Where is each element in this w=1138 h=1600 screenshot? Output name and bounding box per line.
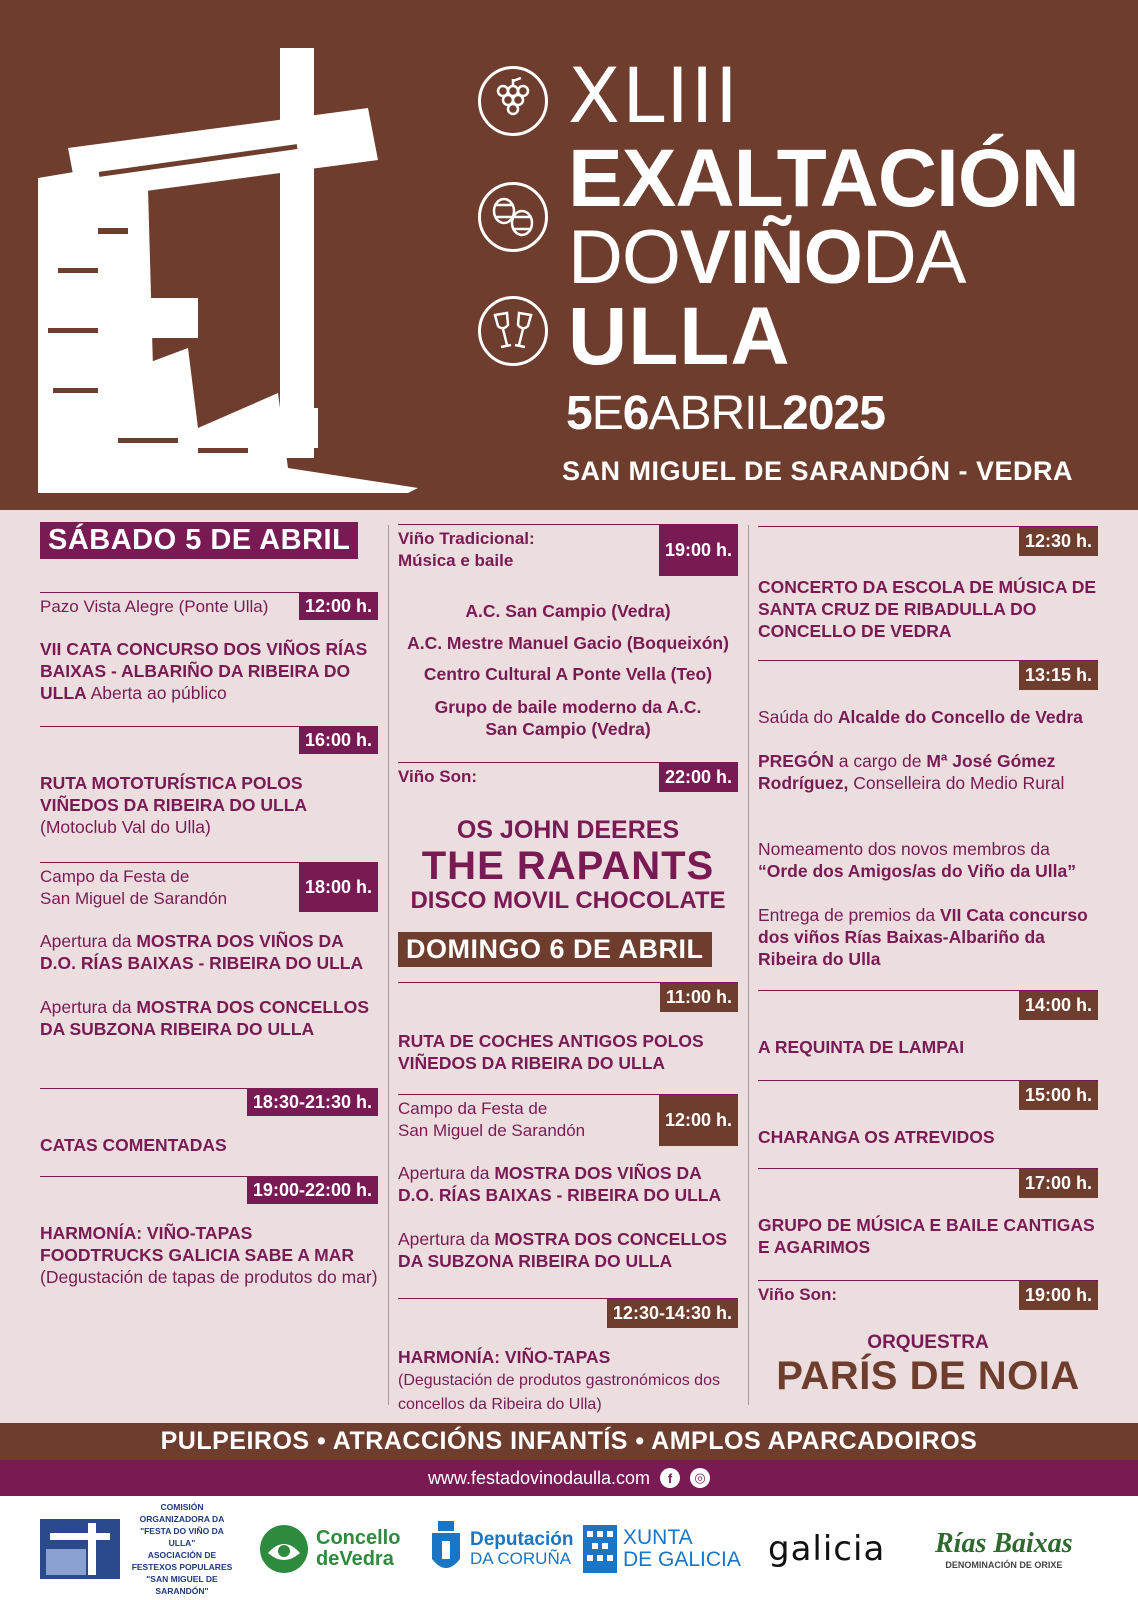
sunday-heading: DOMINGO 6 DE ABRIL xyxy=(398,932,712,967)
coruna-shield-icon xyxy=(428,1519,464,1579)
logo-galicia-brand: galicia xyxy=(768,1529,886,1569)
schedule-row: 18:30-21:30 h. xyxy=(40,1088,378,1116)
logo-comision-organizadora: COMISIÓN ORGANIZADORA DA "FESTA DO VIÑO DA ULLA" ASOCIACIÓN DE FESTEXOS POPULARES "SAN MIGUEL DE SARANDÓN" xyxy=(40,1514,238,1584)
schedule-row: 11:00 h. xyxy=(398,982,738,1012)
title-exaltacion: EXALTACIÓN xyxy=(568,133,1079,224)
facebook-icon[interactable]: f xyxy=(660,1468,680,1488)
edition-number: XLIII xyxy=(568,51,740,140)
event-description: A REQUINTA DE LAMPAI xyxy=(758,1037,965,1057)
schedule-row: 16:00 h. xyxy=(40,726,378,754)
event-description: CHARANGA OS ATREVIDOS xyxy=(758,1127,995,1147)
sponsor-logos xyxy=(0,1496,1138,1600)
schedule-row: Campo da Festa de San Miguel de Sarandón 12:00 h. xyxy=(398,1094,738,1146)
event-description: RUTA MOTOTURÍSTICA POLOS VIÑEDOS DA RIBEIRA DO ULLA (Motoclub Val do Ulla) xyxy=(40,773,308,837)
xunta-flag-icon xyxy=(583,1525,617,1573)
event-description: Apertura da MOSTRA DOS CONCELLOS DA SUBZONA RIBEIRA DO ULLA xyxy=(398,1229,728,1271)
website-link[interactable]: www.festadovinodaulla.com xyxy=(427,1467,651,1488)
wine-press-logo-icon xyxy=(40,1519,120,1579)
logo-deputacion-da-coruna: Deputación DA CORUÑA xyxy=(428,1514,573,1584)
event-description: CONCERTO DA ESCOLA DE MÚSICA DE SANTA CRUZ DE RIBADULLA DO CONCELLO DE VEDRA xyxy=(758,577,1097,641)
event-description: RUTA DE COCHES ANTIGOS POLOS VIÑEDOS DA RIBEIRA DO ULLA xyxy=(398,1031,704,1073)
event-description: Apertura da MOSTRA DOS VIÑOS DA D.O. RÍAS BAIXAS - RIBEIRA DO ULLA xyxy=(398,1163,722,1205)
event-description: Apertura da MOSTRA DOS CONCELLOS DA SUBZONA RIBEIRA DO ULLA xyxy=(40,997,370,1039)
schedule-row: 19:00-22:00 h. xyxy=(40,1176,378,1204)
event-description: Entrega de premios da VII Cata concurso dos viños Rías Baixas-Albariño da Ribeira do Ulla xyxy=(758,905,1088,969)
event-description: GRUPO DE MÚSICA E BAILE CANTIGAS E AGARIMOS xyxy=(758,1215,1095,1257)
schedule-row: 17:00 h. xyxy=(758,1168,1098,1198)
website-bar xyxy=(0,1460,1138,1496)
wine-glasses-icon xyxy=(478,296,548,366)
schedule-row: Pazo Vista Alegre (Ponte Ulla) 12:00 h. xyxy=(40,592,378,620)
schedule-row: Campo da Festa de San Miguel de Sarandón 18:00 h. xyxy=(40,862,378,912)
column-divider xyxy=(388,525,389,1405)
title-do-vino-da: DOVIÑODA xyxy=(568,215,966,300)
header-banner xyxy=(0,0,1138,510)
event-dates: 5E6ABRIL2025 xyxy=(566,387,885,440)
schedule-row: 13:15 h. xyxy=(758,660,1098,690)
event-description: Nomeamento dos novos membros da “Orde dos Amigos/as do Viño da Ulla” xyxy=(758,839,1076,881)
group-list: A.C. San Campio (Vedra) A.C. Mestre Manuel Gacio (Boqueixón) Centro Cultural A Ponte Vella (Teo) Grupo de baile moderno da A.C. San Campio (Vedra) xyxy=(407,601,729,739)
orchestra-block: ORQUESTRA PARÍS DE NOIA xyxy=(776,1332,1080,1398)
barrels-icon xyxy=(478,182,548,252)
instagram-icon[interactable]: ◎ xyxy=(690,1468,710,1488)
logo-rias-baixas-do: Rías Baixas DENOMINACIÓN DE ORIXE xyxy=(935,1528,1073,1570)
schedule-row: 14:00 h. xyxy=(758,990,1098,1020)
wine-press-illustration xyxy=(38,48,418,498)
event-description: Saúda do Alcalde do Concello de Vedra xyxy=(758,707,1083,727)
saturday-heading: SÁBADO 5 DE ABRIL xyxy=(40,522,358,559)
grapes-icon xyxy=(478,66,548,136)
event-location: SAN MIGUEL DE SARANDÓN - VEDRA xyxy=(562,456,1074,486)
title-ulla: ULLA xyxy=(568,291,791,382)
amenities-banner: PULPEIROS • ATRACCIÓNS INFANTÍS • AMPLOS APARCADOIROS xyxy=(0,1423,1138,1460)
schedule-row: 15:00 h. xyxy=(758,1080,1098,1110)
schedule-row: 12:30-14:30 h. xyxy=(398,1298,738,1328)
event-description: HARMONÍA: VIÑO-TAPAS FOODTRUCKS GALICIA SABE A MAR (Degustación de tapas de produtos do mar) xyxy=(40,1223,378,1287)
event-description: VII CATA CONCURSO DOS VIÑOS RÍAS BAIXAS - ALBARIÑO DA RIBEIRA DO ULLA Aberta ao público xyxy=(40,639,368,703)
event-description: HARMONÍA: VIÑO-TAPAS (Degustación de produtos gastronómicos dos concellos da Ribeira do Ulla) xyxy=(398,1347,720,1413)
vedra-emblem-icon xyxy=(258,1523,310,1575)
event-description: CATAS COMENTADAS xyxy=(40,1135,227,1155)
schedule-row: Viño Son: 19:00 h. xyxy=(758,1280,1098,1310)
logo-concello-de-vedra: Concello deVedra xyxy=(258,1514,400,1584)
event-description: Apertura da MOSTRA DOS VIÑOS DA D.O. RÍAS BAIXAS - RIBEIRA DO ULLA xyxy=(40,931,364,973)
bands-block: OS JOHN DEERES THE RAPANTS DISCO MOVIL CHOCOLATE xyxy=(410,816,726,914)
event-description: PREGÓN a cargo de Mª José Gómez Rodríguez, Conselleira do Medio Rural xyxy=(758,751,1065,793)
logo-xunta-de-galicia: XUNTA DE GALICIA xyxy=(583,1514,741,1584)
schedule-row: Viño Tradicional: Música e baile 19:00 h. xyxy=(398,524,738,576)
schedule-row: 12:30 h. xyxy=(758,526,1098,556)
schedule-row: Viño Son: 22:00 h. xyxy=(398,762,738,792)
column-divider xyxy=(748,525,749,1405)
